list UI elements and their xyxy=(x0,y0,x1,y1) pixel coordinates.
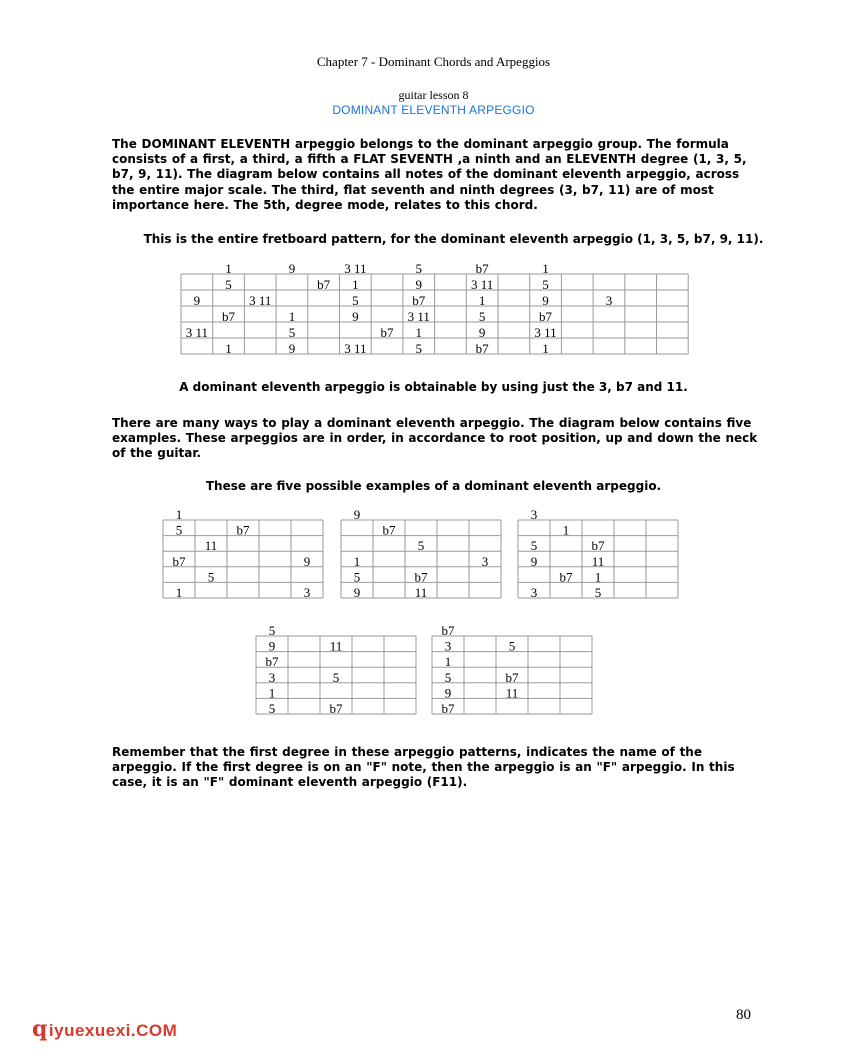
fret-note: 1 xyxy=(542,261,549,276)
fret-note: 3 11 xyxy=(471,277,494,292)
page-number: 80 xyxy=(736,1007,751,1023)
fret-note: 5 xyxy=(225,277,232,292)
fret-note: 5 xyxy=(207,569,215,585)
fret-note: 1 xyxy=(562,522,570,538)
fret-note: 5 xyxy=(415,341,422,356)
fret-note: 3 xyxy=(530,585,538,600)
fret-note: b7 xyxy=(329,701,343,716)
fret-note: 5 xyxy=(415,261,422,276)
fret-note: b7 xyxy=(172,553,186,569)
fret-note: 3 11 xyxy=(249,293,272,308)
fret-note: 5 xyxy=(352,293,359,308)
fret-note: 9 xyxy=(193,293,201,308)
fret-note: 1 xyxy=(353,553,361,569)
fret-note: b7 xyxy=(265,654,279,670)
fret-note: b7 xyxy=(539,309,553,324)
fret-note: 3 11 xyxy=(344,341,367,356)
fret-note: 5 xyxy=(542,277,549,292)
fret-note: 5 xyxy=(353,569,361,585)
five-examples-caption: These are five possible examples of a dominant eleventh arpeggio. xyxy=(205,479,662,493)
fret-note: 3 xyxy=(605,293,613,308)
fret-note: 9 xyxy=(478,325,486,340)
fret-note: b7 xyxy=(559,569,573,585)
fret-note: 3 xyxy=(303,585,311,600)
fret-note: 1 xyxy=(225,261,232,276)
fret-note: b7 xyxy=(222,309,236,324)
fret-note: 11 xyxy=(505,685,519,701)
fret-note: 11 xyxy=(204,538,218,554)
fret-note: 1 xyxy=(444,654,452,670)
fret-note: 11 xyxy=(591,553,605,569)
fret-note: b7 xyxy=(475,341,489,356)
intro-paragraph: The DOMINANT ELEVENTH arpeggio belongs to the dominant arpeggio group. The formula consists of a first, a third, a fifth a FLAT SEVENTH ,a ninth and an ELEVENTH degree (1, 3, 5, b7, 9, 11). The diagram below contains all notes of the dominant eleventh arpeggio, across the entire major scale. The third, flat seventh and ninth degrees (3, b7, 11) are of most importance here. The 5th, degree mode, relates to this chord. xyxy=(112,137,747,212)
closing-paragraph: Remember that the first degree in these arpeggio patterns, indicates the name of the arpeggio. If the first degree is on an "F" note, then the arpeggio is an "F" arpeggio. In this case, it is an "F" dominant eleventh arpeggio (F11). xyxy=(112,745,735,790)
fret-note: 5 xyxy=(268,623,276,638)
fret-note: b7 xyxy=(236,522,250,538)
chapter-heading: Chapter 7 - Dominant Chords and Arpeggios xyxy=(316,54,551,69)
fret-note: b7 xyxy=(441,701,455,716)
fret-note: 5 xyxy=(175,522,183,538)
fret-note: 3 xyxy=(481,553,489,569)
fret-note: 5 xyxy=(417,538,425,554)
fret-note: 9 xyxy=(288,341,296,356)
fret-note: 9 xyxy=(352,309,359,324)
fret-note: 5 xyxy=(288,325,296,340)
fret-note: 9 xyxy=(353,507,361,522)
fret-note: 3 xyxy=(268,669,276,685)
fret-note: 5 xyxy=(444,669,452,685)
fret-note: 5 xyxy=(508,638,516,654)
fret-note: b7 xyxy=(414,569,428,585)
fret-note: 1 xyxy=(175,507,183,522)
fret-note: 3 11 xyxy=(534,325,557,340)
fret-note: 1 xyxy=(288,309,296,324)
fret-note: 11 xyxy=(414,585,428,600)
watermark-text: iyuexuexi.COM xyxy=(48,1021,178,1040)
fret-note: 3 11 xyxy=(344,261,367,276)
fret-note: b7 xyxy=(380,325,394,340)
fret-note: b7 xyxy=(412,293,426,308)
fret-note: b7 xyxy=(591,538,605,554)
page-title: DOMINANT ELEVENTH ARPEGGIO xyxy=(332,103,535,117)
fret-note: 3 xyxy=(444,638,452,654)
fret-note: 5 xyxy=(332,669,340,685)
fret-note: b7 xyxy=(382,522,396,538)
fret-note: 5 xyxy=(268,701,276,716)
fret-note: 3 xyxy=(530,507,538,522)
fret-note: 9 xyxy=(303,553,311,569)
fret-note: 9 xyxy=(415,277,422,292)
fret-note: b7 xyxy=(441,623,455,638)
fret-note: 5 xyxy=(594,585,602,600)
fret-note: 3 11 xyxy=(407,309,430,324)
fret-note: b7 xyxy=(317,277,331,292)
fret-note: 9 xyxy=(268,638,276,654)
fret-note: 1 xyxy=(542,341,549,356)
fret-note: 1 xyxy=(594,569,602,585)
fret-note: 1 xyxy=(478,293,486,308)
fret-note: 1 xyxy=(225,341,232,356)
fret-note: 1 xyxy=(268,685,276,701)
fret-note: b7 xyxy=(505,669,519,685)
fret-note: 11 xyxy=(329,638,343,654)
watermark-logo xyxy=(32,1016,177,1042)
lesson-label: guitar lesson 8 xyxy=(398,88,469,102)
obtainable-caption: A dominant eleventh arpeggio is obtainable by using just the 3, b7 and 11. xyxy=(179,380,688,394)
fret-note: 9 xyxy=(288,261,296,276)
fret-note: 9 xyxy=(353,585,361,600)
fret-note: 1 xyxy=(175,585,183,600)
fret-note: b7 xyxy=(475,261,489,276)
fret-note: 9 xyxy=(530,553,538,569)
full-fretboard-caption: This is the entire fretboard pattern, for the dominant eleventh arpeggio (1, 3, 5, b7, 9, 11). xyxy=(143,232,764,246)
fret-note: 9 xyxy=(444,685,452,701)
fret-note: 9 xyxy=(542,293,549,308)
fret-note: 3 11 xyxy=(185,325,208,340)
fret-note: 1 xyxy=(352,277,359,292)
fret-note: 5 xyxy=(478,309,486,324)
watermark-q: q xyxy=(32,1016,48,1042)
examples-paragraph: There are many ways to play a dominant eleventh arpeggio. The diagram below contains five examples. These arpeggios are in order, in accordance to root position, up and down the neck of the guitar. xyxy=(112,416,758,461)
fret-note: 5 xyxy=(530,538,538,554)
fret-note: 1 xyxy=(415,325,422,340)
